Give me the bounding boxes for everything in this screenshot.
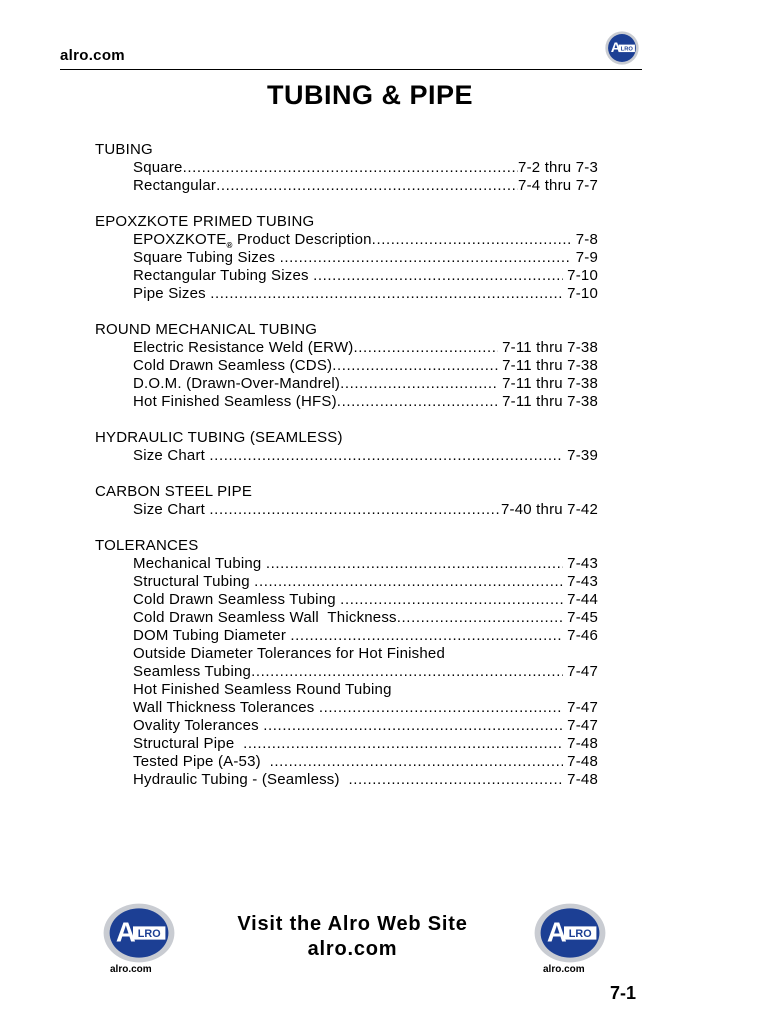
section-title: HYDRAULIC TUBING (SEAMLESS)	[95, 429, 343, 446]
dot-leader	[183, 159, 518, 177]
dot-leader	[372, 231, 572, 249]
table-of-contents	[95, 141, 598, 807]
entry-page: 7-11 thru 7-38	[497, 339, 598, 356]
toc-entry-hfs-od-tolerances[interactable]	[133, 663, 598, 681]
header-site-url[interactable]: alro.com	[60, 47, 125, 64]
toc-entry-structural-pipe[interactable]	[133, 735, 598, 753]
dot-leader	[266, 555, 563, 573]
section-title: TUBING	[95, 141, 153, 158]
entry-page: 7-11 thru 7-38	[497, 357, 598, 374]
entry-page: 7-43	[562, 555, 598, 572]
page-title: TUBING & PIPE	[266, 80, 474, 110]
dot-leader	[332, 357, 498, 375]
entry-page: 7-8	[571, 231, 598, 248]
entry-page: 7-48	[562, 753, 598, 770]
entry-page: 7-47	[562, 663, 598, 680]
entry-label: Pipe Sizes	[133, 285, 211, 302]
entry-label: Size Chart	[133, 501, 210, 518]
toc-entry-ovality-tolerances[interactable]	[133, 717, 598, 735]
section-title: ROUND MECHANICAL TUBING	[95, 321, 318, 338]
entry-page: 7-40 thru 7-42	[500, 501, 598, 518]
toc-section-hydraulic	[95, 429, 598, 465]
entry-label: Electric Resistance Weld (ERW)	[133, 339, 354, 356]
toc-entry-square[interactable]	[133, 159, 598, 177]
toc-entry-dom[interactable]	[133, 375, 598, 393]
toc-entry-rectangular-tubing-sizes[interactable]	[133, 267, 598, 285]
entry-label: Cold Drawn Seamless Tubing	[133, 591, 341, 608]
entry-label: Tested Pipe (A-53)	[133, 753, 270, 770]
dot-leader	[280, 249, 572, 267]
toc-entry-lead-line: Outside Diameter Tolerances for Hot Finished	[133, 645, 445, 662]
entry-page: 7-2 thru 7-3	[518, 159, 598, 176]
entry-page: 7-39	[562, 447, 598, 464]
registered-mark: ®	[226, 241, 233, 250]
toc-section-tolerances	[95, 537, 598, 789]
alro-logo-header	[605, 31, 639, 65]
logo-a-mark: A	[115, 916, 136, 948]
alro-logo-footer-right[interactable]	[534, 903, 606, 963]
toc-section-round-mechanical	[95, 321, 598, 411]
entry-page: 7-11 thru 7-38	[497, 393, 598, 410]
dot-leader	[209, 501, 501, 519]
dot-leader	[313, 267, 563, 285]
entry-page: 7-44	[562, 591, 598, 608]
page-number: 7-1	[610, 983, 637, 1003]
entry-label: DOM Tubing Diameter	[133, 627, 291, 644]
dot-leader	[337, 393, 498, 411]
toc-entry-lead-line: Hot Finished Seamless Round Tubing	[133, 681, 392, 698]
entry-label: Rectangular	[133, 177, 217, 194]
dot-leader	[216, 177, 518, 195]
dot-leader	[251, 663, 563, 681]
entry-page: 7-47	[562, 699, 598, 716]
entry-page: 7-9	[571, 249, 598, 266]
dot-leader	[263, 717, 563, 735]
entry-page: 7-10	[562, 285, 598, 302]
entry-page: 7-47	[562, 717, 598, 734]
footer-visit-text: Visit the Alro Web Site	[237, 913, 468, 935]
entry-label-brand: EPOXZKOTE	[133, 231, 227, 248]
entry-page: 7-43	[562, 573, 598, 590]
entry-label: Ovality Tolerances	[133, 717, 264, 734]
dot-leader	[340, 591, 563, 609]
toc-entry-erw[interactable]	[133, 339, 598, 357]
entry-page: 7-46	[562, 627, 598, 644]
entry-label: Hydraulic Tubing - (Seamless)	[133, 771, 349, 788]
entry-label: Structural Pipe	[133, 735, 244, 752]
toc-entry-mechanical-tubing[interactable]	[133, 555, 598, 573]
toc-entry-hfs[interactable]	[133, 393, 598, 411]
toc-entry-cds[interactable]	[133, 357, 598, 375]
toc-entry-pipe-size-chart[interactable]	[133, 501, 598, 519]
dot-leader	[270, 753, 563, 771]
logo-a-mark: A	[610, 40, 622, 57]
dot-leader	[319, 699, 563, 717]
dot-leader	[290, 627, 562, 645]
entry-page: 7-10	[562, 267, 598, 284]
toc-entry-hydraulic-tubing[interactable]	[133, 771, 598, 789]
toc-entry-pipe-sizes[interactable]	[133, 285, 598, 303]
dot-leader	[348, 771, 562, 789]
dot-leader	[209, 447, 562, 465]
entry-page: 7-45	[562, 609, 598, 626]
dot-leader	[397, 609, 563, 627]
entry-label: Cold Drawn Seamless Wall Thickness	[133, 609, 397, 626]
dot-leader	[210, 285, 563, 303]
dot-leader	[254, 573, 563, 591]
entry-label-suffix: Product Description	[232, 231, 372, 248]
toc-section-carbon-steel-pipe	[95, 483, 598, 519]
header-divider	[60, 69, 642, 70]
toc-entry-square-tubing-sizes[interactable]	[133, 249, 598, 267]
dot-leader	[340, 375, 498, 393]
entry-label: D.O.M. (Drawn-Over-Mandrel)	[133, 375, 341, 392]
toc-entry-cold-drawn-seamless-wall[interactable]	[133, 609, 598, 627]
entry-page: 7-4 thru 7-7	[518, 177, 598, 194]
logo-caption-right[interactable]: alro.com	[543, 964, 585, 975]
entry-label: Square	[133, 159, 183, 176]
toc-entry-tested-pipe[interactable]	[133, 753, 598, 771]
entry-page: 7-11 thru 7-38	[497, 375, 598, 392]
section-title: EPOXZKOTE PRIMED TUBING	[95, 213, 315, 230]
toc-entry-structural-tubing[interactable]	[133, 573, 598, 591]
toc-entry-hydraulic-size-chart[interactable]	[133, 447, 598, 465]
dot-leader	[354, 339, 498, 357]
logo-caption-left[interactable]: alro.com	[110, 964, 152, 975]
entry-label: Mechanical Tubing	[133, 555, 266, 572]
entry-page: 7-48	[562, 735, 598, 752]
entry-label: Seamless Tubing	[133, 663, 252, 680]
dot-leader	[243, 735, 563, 753]
toc-entry-hfs-wall-thickness[interactable]	[133, 699, 598, 717]
entry-label: Structural Tubing	[133, 573, 255, 590]
logo-lro-text: LRO	[568, 928, 592, 941]
entry-page: 7-48	[562, 771, 598, 788]
entry-label: Size Chart	[133, 447, 210, 464]
toc-entry-rectangular[interactable]	[133, 177, 598, 195]
logo-lro-text: LRO	[137, 928, 161, 941]
toc-section-epoxzkote	[95, 213, 598, 303]
entry-label: Hot Finished Seamless (HFS)	[133, 393, 337, 410]
footer-url-link[interactable]: alro.com	[307, 938, 398, 960]
toc-section-tubing	[95, 141, 598, 195]
logo-a-mark: A	[546, 916, 567, 948]
section-title: CARBON STEEL PIPE	[95, 483, 253, 500]
entry-label: Rectangular Tubing Sizes	[133, 267, 314, 284]
alro-logo-footer-left[interactable]	[103, 903, 175, 963]
entry-label: Square Tubing Sizes	[133, 249, 280, 266]
toc-entry-cold-drawn-seamless-tubing[interactable]	[133, 591, 598, 609]
entry-label: Cold Drawn Seamless (CDS)	[133, 357, 333, 374]
toc-entry-epoxzkote-description[interactable]	[133, 231, 598, 249]
entry-label: Wall Thickness Tolerances	[133, 699, 319, 716]
logo-lro-text: LRO	[620, 46, 633, 53]
toc-entry-dom-tubing-diameter[interactable]	[133, 627, 598, 645]
section-title: TOLERANCES	[95, 537, 199, 554]
